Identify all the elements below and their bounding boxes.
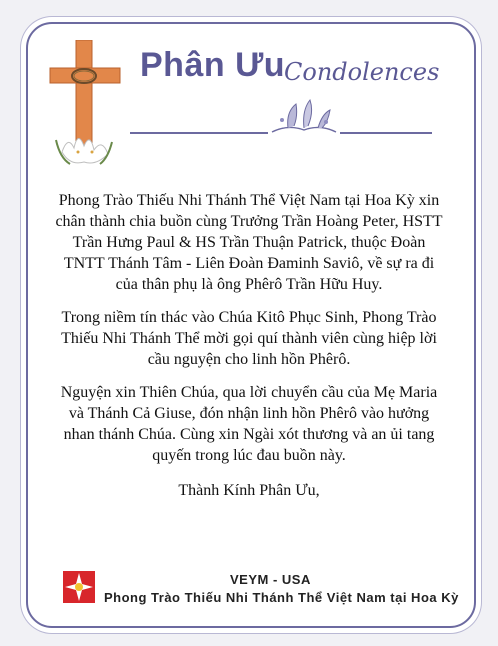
- condolence-message: [52, 190, 446, 513]
- page-title: Phân Ưu: [140, 46, 286, 84]
- org-short-name: VEYM - USA: [230, 572, 311, 587]
- divider-right: [340, 132, 432, 134]
- cross-icon: [48, 40, 122, 170]
- message-paragraph-3: Nguyện xin Thiên Chúa, qua lời chuyển cầu của Mẹ Maria và Thánh Cả Giuse, đón nhận linh hồn Phêrô vào hưởng nhan thánh Chúa. Cùng xin Ngài xót thương và an ủi tang quyến trong lúc đau buồn này.: [60, 384, 438, 464]
- page-subtitle: Condolences: [284, 58, 440, 86]
- divider-left: [130, 132, 268, 134]
- veym-logo-icon: [62, 570, 96, 604]
- floral-flourish-icon: [268, 94, 340, 138]
- org-full-name: Phong Trào Thiếu Nhi Thánh Thể Việt Nam tại Hoa Kỳ: [104, 590, 459, 605]
- message-paragraph-2: Trong niềm tín thác vào Chúa Kitô Phục Sinh, Phong Trào Thiếu Nhi Thánh Thể mời gọi quí thành viên cùng hiệp lời cầu nguyện cho linh hồn Phêrô.: [61, 309, 437, 368]
- message-closing: Thành Kính Phân Ưu,: [178, 482, 320, 499]
- message-paragraph-1: Phong Trào Thiếu Nhi Thánh Thể Việt Nam tại Hoa Kỳ xin chân thành chia buồn cùng Trưởng Trần Hoàng Peter, HSTT Trần Hưng Paul & HS Trần Thuận Patrick, thuộc Đoàn TNTT Thánh Tâm - Liên Đoàn Đaminh Saviô, về sự ra đi của thân phụ là ông Phêrô Trần Hữu Huy.: [55, 192, 443, 293]
